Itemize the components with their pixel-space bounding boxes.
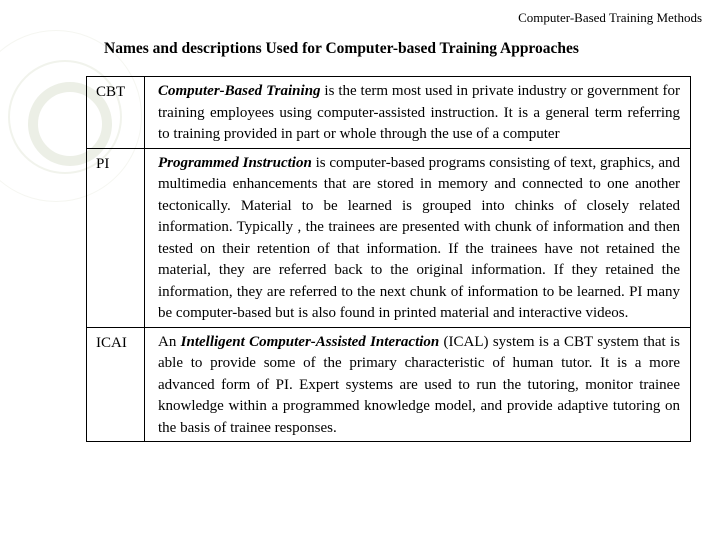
slide-header-title: Computer-Based Training Methods — [518, 10, 702, 25]
row-abbreviation: CBT — [87, 77, 145, 149]
description-prefix: An — [158, 333, 181, 350]
row-description — [145, 327, 691, 442]
method-term: Intelligent Computer-Assisted Interaction — [180, 333, 440, 350]
table-row — [87, 77, 691, 149]
description-text: (ICAL) system is a CBT system that is able to provide some of the primary characteristic of human tutor. It is a more advanced form of PI. Expert systems are used to run the tutoring, monitor trainee knowledge within a programmed knowledge model, and provide adaptive tutoring on the basis of trainee responses. — [158, 333, 680, 436]
table-row — [87, 148, 691, 327]
table-title: Names and descriptions Used for Computer-based Training Approaches — [104, 40, 579, 57]
row-abbreviation: PI — [87, 148, 145, 327]
table-row — [87, 327, 691, 442]
description-text: is the term most used in private industry or government for training employees using computer-assisted instruction. It is a general term referring to training provided in part or whole through the use of a computer — [158, 83, 680, 142]
row-abbreviation: ICAI — [87, 327, 145, 442]
method-term: Computer-Based Training — [158, 83, 321, 99]
methods-table — [86, 76, 691, 442]
description-text: is computer-based programs consisting of text, graphics, and multimedia enhancements that are stored in memory and connected to one another tectonically. Material to be learned is grouped into chinks of closely related information. Typically , the trainees are presented with chunk of information and then tested on their retention of that information. If the trainees have not retained the material, they are referred back to the original information. If they retained the information, they are referred to the next chunk of information to be learned. PI many be computer-based but is also found in printed material and interactive videos. — [158, 154, 680, 321]
method-term: Programmed Instruction — [158, 154, 312, 171]
row-description — [145, 77, 691, 149]
row-description — [145, 148, 691, 327]
